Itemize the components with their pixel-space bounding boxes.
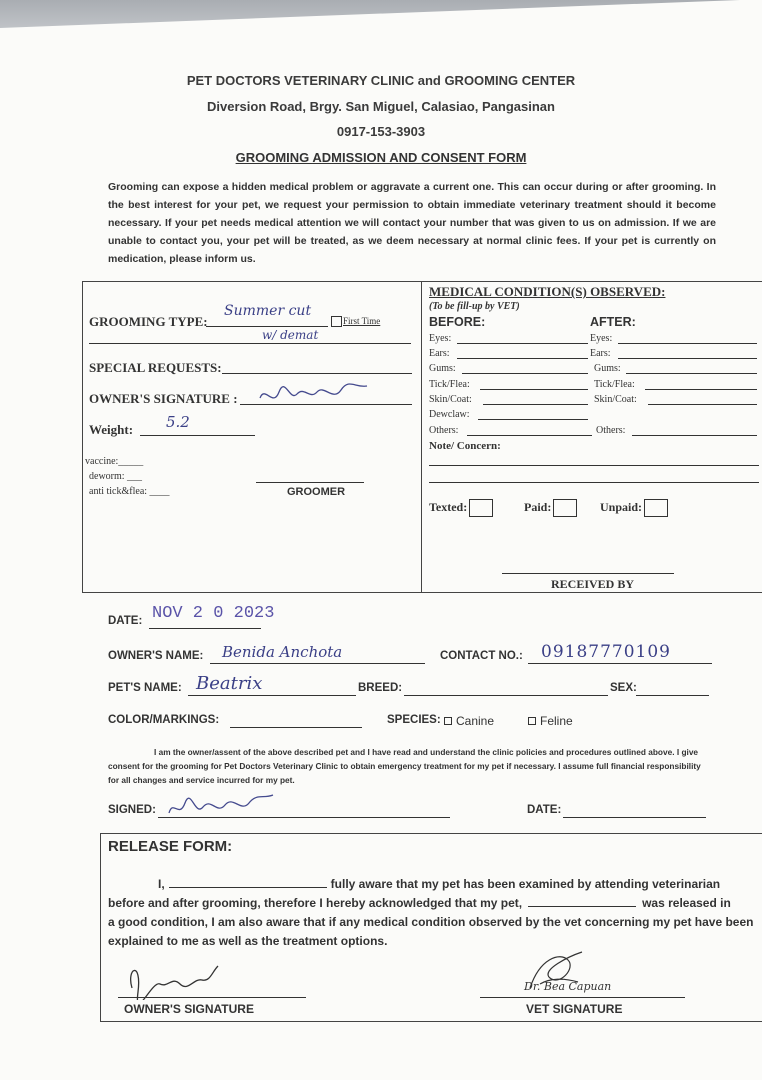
received-by-line [502,573,674,574]
feline-option[interactable] [528,714,573,728]
texted-label: Texted: [429,499,468,514]
vaccine-field: vaccine:_____ [85,456,144,467]
after-tickflea: Tick/Flea: [594,379,635,390]
grooming-type-value-2: w/ demat [262,328,319,342]
grooming-type-line [206,326,328,327]
before-ears: Ears: [429,348,450,359]
clinic-phone: 0917-153-3903 [336,124,426,139]
breed-label: BREED: [358,682,403,694]
texted-checkbox[interactable] [469,499,493,517]
before-eyes: Eyes: [429,333,452,344]
vet-name-signature: Dr. Bea Capuan [524,980,612,993]
date-label: DATE: [108,615,143,627]
texted-option[interactable] [429,499,493,517]
received-by-label: RECEIVED BY [551,577,635,591]
form-title: GROOMING ADMISSION AND CONSENT FORM [235,150,527,165]
owner-name-value: Benida Anchota [222,643,343,661]
date2-field[interactable] [563,817,706,818]
pet-name-label: PET'S NAME: [108,682,182,694]
release-line-2 [108,894,758,913]
grooming-type-label: GROOMING TYPE: [89,314,208,329]
before-tickflea: Tick/Flea: [429,379,470,390]
release-owner-sig-label: OWNER'S SIGNATURE [124,1002,254,1016]
before-skincoat: Skin/Coat: [429,394,472,405]
note-line-1[interactable] [429,465,759,466]
release-owner-signature-scribble [112,958,222,1000]
sex-field[interactable] [636,695,709,696]
before-skincoat-field[interactable] [483,404,588,405]
release-vet-sig-label: VET SIGNATURE [526,1002,623,1016]
signed-label: SIGNED: [108,804,156,816]
before-gums: Gums: [429,363,456,374]
release-p3: a good condition, I am also aware that if any medical condition observed by the vet concerning my pet have been explained to me as well as the treatment options. [108,915,754,948]
clinic-address: Diversion Road, Brgy. San Miguel, Calasiao, Pangasinan [207,99,555,114]
after-heading: AFTER: [590,315,636,329]
feline-label: Feline [540,714,573,728]
special-requests-field[interactable] [222,373,412,374]
owner-name-field[interactable] [210,663,425,664]
deworm-field: deworm: ___ [89,471,143,482]
color-markings-label: COLOR/MARKINGS: [108,714,220,726]
note-label: Note/ Concern: [429,440,501,452]
pet-name-field[interactable] [188,695,356,696]
canine-label: Canine [456,714,495,728]
sex-label: SEX: [610,682,637,694]
after-gums-field[interactable] [626,373,757,374]
release-pet-field[interactable] [528,906,636,907]
canine-option[interactable] [444,714,494,728]
after-tickflea-field[interactable] [645,389,757,390]
special-requests-label: SPECIAL REQUESTS: [89,360,222,375]
before-heading: BEFORE: [429,315,486,329]
unpaid-checkbox[interactable] [644,499,668,517]
after-eyes-field[interactable] [618,343,757,344]
intro-paragraph: Grooming can expose a hidden medical problem or aggravate a current one. This can occur during or after grooming. In the best interest for your pet, we request your permission to obtain immediate veterinary treatment should it become necessary. If your pet needs medical attention we will contact your number that was given to us on admission. If we are unable to contact you, your pet will be treated, as we deem necessary at normal clinic fees. If your pet is currently on medication, please inform us. [108,181,716,265]
color-markings-field[interactable] [230,727,362,728]
after-ears-field[interactable] [618,358,757,359]
before-tickflea-field[interactable] [480,389,588,390]
release-p2a: before and after grooming, therefore I hereby acknowledged that my pet, [108,896,523,910]
paid-option[interactable] [524,499,577,517]
after-gums: Gums: [594,363,621,374]
feline-checkbox[interactable] [528,717,536,725]
medical-subtitle: (To be fill-up by VET) [429,301,520,312]
release-name-field[interactable] [169,887,327,888]
release-line-1 [108,875,758,894]
groomer-label: GROOMER [287,486,346,498]
before-ears-field[interactable] [457,358,588,359]
grooming-type-line-2 [89,343,411,344]
owner-name-label: OWNER'S NAME: [108,650,204,662]
owner-signature-label: OWNER'S SIGNATURE : [89,391,238,406]
before-others-field[interactable] [467,435,592,436]
before-dewclaw-field[interactable] [478,419,588,420]
after-skincoat: Skin/Coat: [594,394,637,405]
owner-signature-scribble [255,380,375,410]
weight-value: 5.2 [166,413,190,431]
paid-checkbox[interactable] [553,499,577,517]
before-dewclaw: Dewclaw: [429,409,470,420]
after-eyes: Eyes: [590,333,613,344]
date-stamp: NOV 2 0 2023 [152,604,275,623]
canine-checkbox[interactable] [444,717,452,725]
after-others-field[interactable] [632,435,757,436]
weight-field[interactable] [140,435,255,436]
first-time-option[interactable] [331,316,380,327]
groomer-signature-line [256,482,364,483]
paid-label: Paid: [524,499,552,514]
box-divider [421,281,422,592]
clinic-name: PET DOCTORS VETERINARY CLINIC and GROOMING CENTER [186,73,576,88]
first-time-label: First Time [343,316,381,326]
after-ears: Ears: [590,348,611,359]
pet-name-value: Beatrix [196,673,263,694]
breed-field[interactable] [404,695,608,696]
contact-label: CONTACT NO.: [440,650,523,662]
release-p2b: was released in [642,896,731,910]
before-others: Others: [429,425,459,436]
grooming-type-value: Summer cut [224,303,312,319]
release-p1a: I, [158,877,165,891]
before-eyes-field[interactable] [457,343,588,344]
date-field[interactable] [149,628,261,629]
signed-signature-scribble [165,793,280,823]
first-time-checkbox[interactable] [331,316,342,327]
before-gums-field[interactable] [462,373,588,374]
after-skincoat-field[interactable] [648,404,757,405]
unpaid-option[interactable] [600,499,668,517]
antitick-field: anti tick&flea: ____ [89,486,170,497]
unpaid-label: Unpaid: [600,499,643,514]
release-p1b: fully aware that my pet has been examined by attending veterinarian [330,877,721,891]
after-others: Others: [596,425,626,436]
consent-paragraph: I am the owner/assent of the above described pet and I have read and understand the clinic policies and procedures outlined above. I give consent for the grooming for Pet Doctors Veterinary Clinic to obtain emergency treatment for my pet if necessary. I assume full financial responsibility for all changes and service incurred for my pet. [108,747,701,785]
weight-label: Weight: [89,422,134,437]
date2-label: DATE: [527,804,562,816]
contact-field[interactable] [528,663,712,664]
note-line-2[interactable] [429,482,759,483]
species-label: SPECIES: [387,714,441,726]
medical-title: MEDICAL CONDITION(S) OBSERVED: [429,284,666,299]
contact-value: 09187770109 [541,642,671,662]
release-title: RELEASE FORM: [108,838,233,855]
